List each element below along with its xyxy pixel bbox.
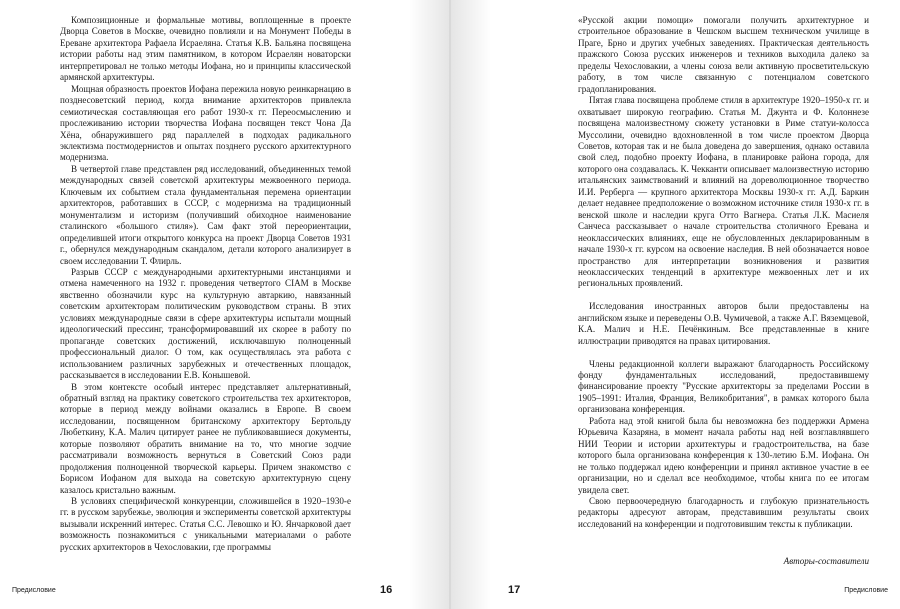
paragraph: «Русской акции помощи» помогали получить архитектурное и строительное образование в Чешском высшем техническом училище в Праге, Брно и других учебных заведениях. Практическая деятельность пражского Союза русских инженеров и техников выходила далеко за пределы Чехословакии, а члены союза вели активную просветительскую работу, в том числе связанную с потенциалом советского градопланирования. [578,15,869,94]
paragraph: Пятая глава посвящена проблеме стиля в архитектуре 1920–1950-х гг. и охватывает широкую географию. Статья М. Джунта и Ф. Колоннезе посвящена малоизвестному сюжету установки в Риме статуи-колосса Муссолини, очевидно вдохновленной в том числе проектом Дворца Советов, которая так и не была доведена до завершения, однако оставила свой след, подобно проекту Иофана, в планировке района города, для которого она создавалась. К. Чекканти описывает малоизвестную историю итальянских заимствований и влияний на дореволюционное творчество И.И. Рерберга — крупного архитектора Москвы 1930-х гг. А.Д. Баркин делает недавнее предположение о возможном источнике стиля 1930-х гг. в венской школе и наследии круга Отто Вагнера. Статья Л.К. Масиеля Санчеса рассказывает о начале строительства столичного Еревана и неоклассических влияниях, еще не обусловленных декларированным в начале 1930-х гг. курсом на освоение наследия. В ней обозначается новое пространство для интерпретации возникновения и развития неоклассических тенденций в архитектуре межвоенных лет и их региональных проявлений. [578,95,869,289]
right-page-text [578,15,869,568]
paragraph: В четвертой главе представлен ряд исследований, объединенных темой международных связей советской архитектуры межвоенного периода. Ключевым их событием стала фундаментальная перемена ориентации архитекторов, работавших в СССР, с модернизма на традиционный монументализм и историзм (получивший обиходное наименование сталинского «большого стиля»). Сам факт этой переориентации, определившей итоги открытого конкурса на проект Дворца Советов 1931 г., обернулся международным скандалом, детали которого анализирует в своем исследовании Т. Флирль. [60,163,351,266]
page-number: 17 [508,584,521,596]
left-page-text [60,15,351,553]
paragraph: Свою первоочередную благодарность и глубокую признательность редакторы адресуют авторам, представившим результаты своих исследований на конференции и подготовившим тексты к публикации. [578,496,869,529]
paragraph: Мощная образность проектов Иофана пережила новую реинкарнацию в позднесоветский период, когда внимание архитекторов привлекла семиотическая составляющая его работ 1930-х гг. Переосмыслению и прослеживанию истории творчества Иофана посвящен текст Чона Да Хёна, обнаружившего ряд параллелей в подходах радикального эклектизма постмодернистов и опытах позднего русского архитектурного модернизма. [60,83,351,163]
paragraph: Работа над этой книгой была бы невозможна без поддержки Армена Юрьевича Казаряна, в момент начала работы над ней возглавлявшего НИИ Теории и истории архитектуры и градостроительства, на базе которого была организована конференция к 130-летию Б.М. Иофана. Он не только поддержал идею конференции и принял активное участие в ее организации, но и сделал все необходимое, чтобы книга по ее итогам увидела свет. [578,415,869,495]
paragraph: В этом контексте особый интерес представляет альтернативный, обратный взгляд на практику советского строительства тех архитекторов, которые в период между войнами оказались в Европе. В своем исследовании, посвященном британскому архитектору Бертольду Любеткину, К.А. Малич цитирует ранее не публиковавшиеся документы, которые позволяют обратить внимание на то, что многие зодчие рассматривали возможность вернуться в Советский Союз ради продолжения полноценной творческой карьеры. Причем знакомство с Борисом Иофаном для выхода на советскую архитектурную сцену казалось кристально важным. [60,381,351,495]
paragraph: Композиционные и формальные мотивы, воплощенные в проекте Дворца Советов в Москве, очевидно повлияли и на Монумент Победы в Ереване архитектора Рафаела Исраеляна. Статья К.В. Бальяна посвящена истории работы над этим памятником, в котором Исраелян новаторски интерпретировал не только методы Иофана, но и принципы классической армянской архитектуры. [60,15,351,83]
paragraph: Члены редакционной коллеги выражают благодарность Российскому фонду фундаментальных исследований, предоставившему финансирование проекту "Русские архитекторы за пределами России в 1905–1991: Италия, Франция, Великобритания", в рамках которого была организована конференция. [578,358,869,415]
paragraph: Исследования иностранных авторов были предоставлены на английском языке и переведены О.В. Чумичевой, а также А.Г. Вяземцевой, К.А. Малич и Н.Е. Печёнкиным. Все представленные в книге иллюстрации приводятся на правах цитирования. [578,301,869,346]
gutter-shadow [451,0,491,609]
left-page [0,0,449,609]
page-number: 16 [380,584,393,596]
paragraph: Разрыв СССР с международными архитектурными инстанциями и отмена намеченного на 1932 г. проведения четвертого CIAM в Москве явственно обозначили курс на культурную автаркию, навязанный советским архитекторам политическим руководством страны. В этих условиях международные связи в сфере архитектуры испытали мощный идеологический прессинг, трансформировавший их скорее в работу по пропаганде советских достижений, исключавшую полноценный профессиональный диалог. О том, как осуществлялась эта работа с использованием различных зарубежных и отечественных площадок, рассказывается в исследовании Е.В. Конышевой. [60,266,351,381]
right-page [451,0,900,609]
running-footer: Предисловие [844,587,888,594]
signature: Авторы-составители [783,556,869,567]
running-footer: Предисловие [12,587,56,594]
gutter-shadow [409,0,449,609]
paragraph: В условиях специфической конкуренции, сложившейся в 1920–1930-е гг. в русском зарубежье, эволюция и эксперименты советской архитектуры вызывали искренний интерес. Статья С.С. Левошко и Ю. Янчарковой дает возможность познакомиться с уникальными материалами о работе русских архитекторов в Чехословакии, где программы [60,496,351,552]
